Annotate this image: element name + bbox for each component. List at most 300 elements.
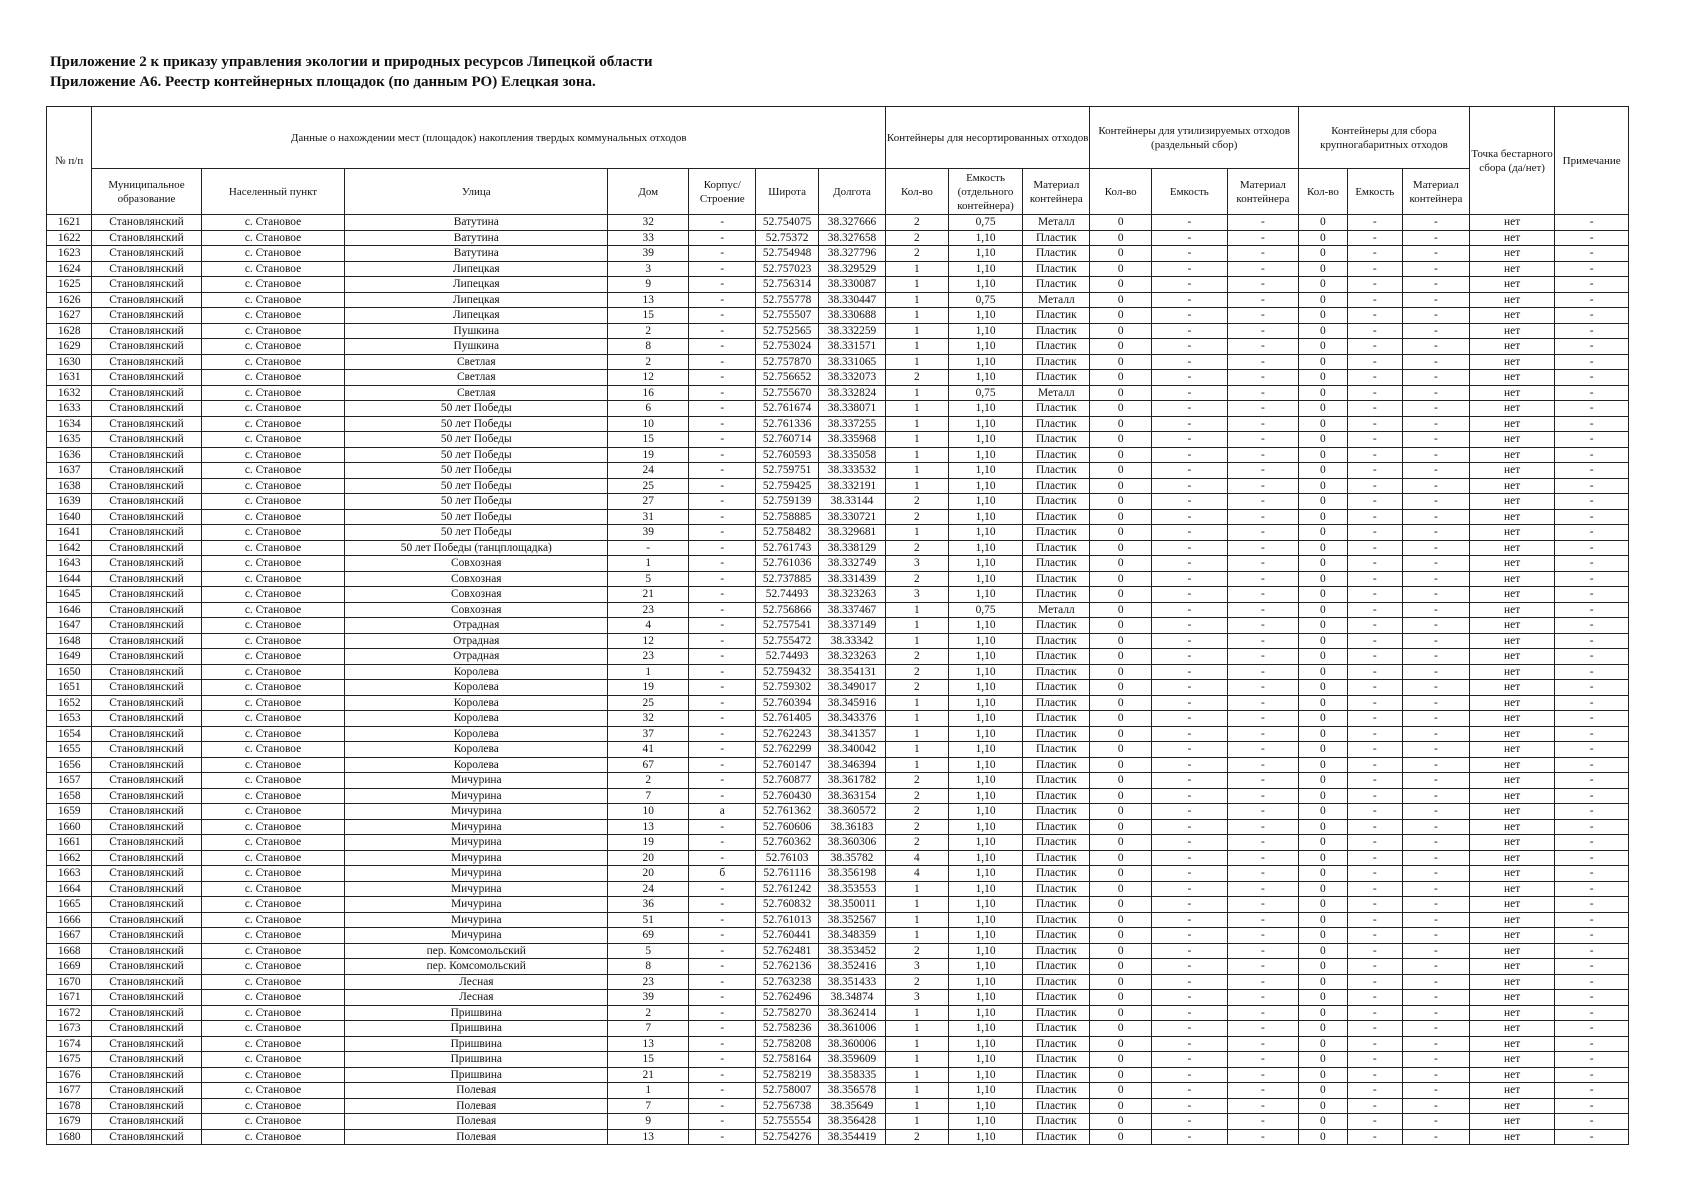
cell-unsorted-material: Пластик (1023, 1021, 1090, 1037)
cell-lat: 52.755554 (756, 1114, 819, 1130)
cell-lat: 52.758007 (756, 1083, 819, 1099)
cell-municipality: Становлянский (92, 447, 201, 463)
header-unsorted-group: Контейнеры для несортированных отходов (886, 107, 1090, 169)
cell-house: 23 (608, 602, 689, 618)
cell-recycle-capacity: - (1152, 742, 1228, 758)
cell-recycle-capacity: - (1152, 277, 1228, 293)
cell-street: Королева (345, 664, 608, 680)
cell-unsorted-capacity: 1,10 (948, 401, 1023, 417)
cell-note: - (1555, 215, 1629, 231)
cell-lon: 38.323263 (818, 649, 885, 665)
cell-lat: 52.755507 (756, 308, 819, 324)
cell-lon: 38.356578 (818, 1083, 885, 1099)
cell-lon: 38.352416 (818, 959, 885, 975)
cell-house: 7 (608, 1021, 689, 1037)
table-row (47, 959, 1629, 975)
cell-bulky-capacity: - (1347, 1021, 1402, 1037)
cell-recycle-capacity: - (1152, 959, 1228, 975)
cell-recycle-capacity: - (1152, 308, 1228, 324)
cell-unsorted-capacity: 1,10 (948, 1129, 1023, 1145)
table-row (47, 804, 1629, 820)
cell-num: 1680 (47, 1129, 92, 1145)
cell-bulky-capacity: - (1347, 866, 1402, 882)
cell-unsorted-material: Пластик (1023, 277, 1090, 293)
cell-recycle-material: - (1227, 959, 1298, 975)
cell-building: - (689, 416, 756, 432)
cell-bulky-qty: 0 (1299, 354, 1348, 370)
cell-recycle-capacity: - (1152, 726, 1228, 742)
cell-unsorted-material: Пластик (1023, 990, 1090, 1006)
cell-street: Мичурина (345, 912, 608, 928)
cell-recycle-capacity: - (1152, 1067, 1228, 1083)
cell-lat: 52.759139 (756, 494, 819, 510)
cell-unsorted-capacity: 1,10 (948, 308, 1023, 324)
cell-bulky-qty: 0 (1299, 1021, 1348, 1037)
cell-recycle-qty: 0 (1090, 695, 1152, 711)
table-row (47, 1052, 1629, 1068)
cell-num: 1654 (47, 726, 92, 742)
cell-lat: 52.757541 (756, 618, 819, 634)
cell-street: Мичурина (345, 850, 608, 866)
cell-note: - (1555, 711, 1629, 727)
cell-unsorted-material: Пластик (1023, 1067, 1090, 1083)
cell-bulky-material: - (1402, 261, 1469, 277)
cell-unsorted-capacity: 1,10 (948, 432, 1023, 448)
cell-unsorted-material: Пластик (1023, 370, 1090, 386)
cell-lat: 52.762299 (756, 742, 819, 758)
cell-municipality: Становлянский (92, 230, 201, 246)
cell-lon: 38.354131 (818, 664, 885, 680)
cell-num: 1659 (47, 804, 92, 820)
cell-bag-point: нет (1469, 990, 1554, 1006)
cell-lat: 52.761013 (756, 912, 819, 928)
cell-recycle-material: - (1227, 757, 1298, 773)
cell-house: 32 (608, 215, 689, 231)
cell-recycle-qty: 0 (1090, 866, 1152, 882)
cell-unsorted-qty: 1 (886, 633, 949, 649)
cell-bag-point: нет (1469, 230, 1554, 246)
cell-bulky-qty: 0 (1299, 819, 1348, 835)
table-row (47, 1005, 1629, 1021)
cell-recycle-qty: 0 (1090, 370, 1152, 386)
cell-bag-point: нет (1469, 726, 1554, 742)
cell-recycle-qty: 0 (1090, 912, 1152, 928)
cell-recycle-capacity: - (1152, 618, 1228, 634)
cell-unsorted-material: Пластик (1023, 664, 1090, 680)
cell-lat: 52.759425 (756, 478, 819, 494)
cell-note: - (1555, 540, 1629, 556)
cell-house: 19 (608, 835, 689, 851)
cell-lon: 38.35649 (818, 1098, 885, 1114)
cell-num: 1651 (47, 680, 92, 696)
cell-street: 50 лет Победы (345, 509, 608, 525)
cell-municipality: Становлянский (92, 432, 201, 448)
cell-municipality: Становлянский (92, 726, 201, 742)
cell-municipality: Становлянский (92, 897, 201, 913)
cell-bag-point: нет (1469, 819, 1554, 835)
cell-unsorted-capacity: 1,10 (948, 897, 1023, 913)
cell-bulky-capacity: - (1347, 1036, 1402, 1052)
cell-bulky-capacity: - (1347, 928, 1402, 944)
cell-unsorted-capacity: 0,75 (948, 215, 1023, 231)
cell-num: 1679 (47, 1114, 92, 1130)
cell-recycle-material: - (1227, 633, 1298, 649)
cell-bag-point: нет (1469, 959, 1554, 975)
cell-num: 1662 (47, 850, 92, 866)
cell-bulky-material: - (1402, 1067, 1469, 1083)
table-row (47, 339, 1629, 355)
cell-recycle-capacity: - (1152, 571, 1228, 587)
cell-recycle-material: - (1227, 463, 1298, 479)
cell-municipality: Становлянский (92, 540, 201, 556)
cell-unsorted-capacity: 1,10 (948, 339, 1023, 355)
cell-street: Светлая (345, 370, 608, 386)
cell-bulky-qty: 0 (1299, 540, 1348, 556)
cell-municipality: Становлянский (92, 1083, 201, 1099)
cell-unsorted-capacity: 1,10 (948, 1052, 1023, 1068)
cell-building: - (689, 323, 756, 339)
cell-recycle-qty: 0 (1090, 463, 1152, 479)
cell-num: 1660 (47, 819, 92, 835)
cell-recycle-qty: 0 (1090, 974, 1152, 990)
cell-unsorted-material: Пластик (1023, 494, 1090, 510)
cell-settlement: с. Становое (201, 726, 345, 742)
cell-recycle-material: - (1227, 587, 1298, 603)
cell-lat: 52.74493 (756, 649, 819, 665)
cell-unsorted-qty: 4 (886, 850, 949, 866)
cell-street: Лесная (345, 990, 608, 1006)
cell-bulky-qty: 0 (1299, 835, 1348, 851)
cell-recycle-qty: 0 (1090, 525, 1152, 541)
cell-municipality: Становлянский (92, 494, 201, 510)
cell-bulky-material: - (1402, 711, 1469, 727)
cell-building: - (689, 509, 756, 525)
cell-recycle-qty: 0 (1090, 1067, 1152, 1083)
cell-bulky-qty: 0 (1299, 447, 1348, 463)
cell-settlement: с. Становое (201, 1114, 345, 1130)
cell-unsorted-material: Пластик (1023, 649, 1090, 665)
cell-house: 20 (608, 850, 689, 866)
cell-unsorted-capacity: 1,10 (948, 773, 1023, 789)
cell-num: 1650 (47, 664, 92, 680)
cell-building: - (689, 370, 756, 386)
cell-bulky-material: - (1402, 401, 1469, 417)
cell-municipality: Становлянский (92, 835, 201, 851)
cell-lon: 38.359609 (818, 1052, 885, 1068)
cell-recycle-capacity: - (1152, 416, 1228, 432)
cell-unsorted-capacity: 1,10 (948, 230, 1023, 246)
cell-municipality: Становлянский (92, 1021, 201, 1037)
cell-bulky-qty: 0 (1299, 649, 1348, 665)
cell-building: - (689, 1005, 756, 1021)
cell-municipality: Становлянский (92, 959, 201, 975)
cell-bulky-material: - (1402, 912, 1469, 928)
table-row (47, 912, 1629, 928)
cell-num: 1661 (47, 835, 92, 851)
cell-bulky-material: - (1402, 494, 1469, 510)
table-row (47, 943, 1629, 959)
cell-note: - (1555, 1114, 1629, 1130)
header-note: Примечание (1555, 107, 1629, 215)
cell-street: Совхозная (345, 602, 608, 618)
cell-unsorted-capacity: 1,10 (948, 556, 1023, 572)
cell-street: Отрадная (345, 633, 608, 649)
cell-recycle-capacity: - (1152, 1129, 1228, 1145)
cell-lon: 38.35782 (818, 850, 885, 866)
cell-bulky-capacity: - (1347, 788, 1402, 804)
cell-settlement: с. Становое (201, 1021, 345, 1037)
cell-bulky-qty: 0 (1299, 1052, 1348, 1068)
cell-note: - (1555, 788, 1629, 804)
document-title (50, 52, 653, 92)
cell-bag-point: нет (1469, 850, 1554, 866)
cell-lon: 38.331439 (818, 571, 885, 587)
cell-note: - (1555, 323, 1629, 339)
cell-bulky-capacity: - (1347, 1114, 1402, 1130)
cell-note: - (1555, 912, 1629, 928)
cell-bulky-qty: 0 (1299, 773, 1348, 789)
cell-bulky-qty: 0 (1299, 401, 1348, 417)
cell-municipality: Становлянский (92, 850, 201, 866)
cell-num: 1626 (47, 292, 92, 308)
cell-building: - (689, 680, 756, 696)
cell-recycle-material: - (1227, 385, 1298, 401)
cell-note: - (1555, 494, 1629, 510)
cell-unsorted-qty: 1 (886, 757, 949, 773)
cell-num: 1630 (47, 354, 92, 370)
cell-municipality: Становлянский (92, 463, 201, 479)
cell-bag-point: нет (1469, 711, 1554, 727)
header-municipality: Муниципальное образование (92, 169, 201, 215)
cell-bulky-qty: 0 (1299, 788, 1348, 804)
cell-street: Лесная (345, 974, 608, 990)
cell-bag-point: нет (1469, 339, 1554, 355)
cell-bag-point: нет (1469, 447, 1554, 463)
cell-unsorted-material: Пластик (1023, 1129, 1090, 1145)
cell-house: 20 (608, 866, 689, 882)
cell-house: 6 (608, 401, 689, 417)
cell-recycle-material: - (1227, 277, 1298, 293)
table-row (47, 354, 1629, 370)
cell-recycle-qty: 0 (1090, 633, 1152, 649)
cell-settlement: с. Становое (201, 695, 345, 711)
cell-house: 1 (608, 556, 689, 572)
cell-house: - (608, 540, 689, 556)
cell-house: 27 (608, 494, 689, 510)
cell-bulky-material: - (1402, 1005, 1469, 1021)
cell-bag-point: нет (1469, 385, 1554, 401)
cell-unsorted-qty: 2 (886, 819, 949, 835)
cell-settlement: с. Становое (201, 1005, 345, 1021)
cell-bulky-qty: 0 (1299, 1005, 1348, 1021)
cell-bulky-qty: 0 (1299, 1098, 1348, 1114)
cell-municipality: Становлянский (92, 525, 201, 541)
cell-lon: 38.332073 (818, 370, 885, 386)
cell-settlement: с. Становое (201, 943, 345, 959)
cell-street: Полевая (345, 1083, 608, 1099)
cell-municipality: Становлянский (92, 354, 201, 370)
cell-house: 41 (608, 742, 689, 758)
cell-unsorted-qty: 1 (886, 897, 949, 913)
cell-unsorted-capacity: 1,10 (948, 494, 1023, 510)
cell-recycle-capacity: - (1152, 912, 1228, 928)
cell-settlement: с. Становое (201, 354, 345, 370)
cell-lon: 38.360572 (818, 804, 885, 820)
cell-note: - (1555, 230, 1629, 246)
cell-municipality: Становлянский (92, 1067, 201, 1083)
cell-bulky-material: - (1402, 478, 1469, 494)
cell-house: 8 (608, 339, 689, 355)
cell-municipality: Становлянский (92, 943, 201, 959)
cell-unsorted-capacity: 1,10 (948, 850, 1023, 866)
cell-num: 1657 (47, 773, 92, 789)
cell-unsorted-qty: 2 (886, 1129, 949, 1145)
cell-recycle-qty: 0 (1090, 230, 1152, 246)
cell-lat: 52.760877 (756, 773, 819, 789)
cell-recycle-material: - (1227, 866, 1298, 882)
cell-recycle-qty: 0 (1090, 556, 1152, 572)
cell-house: 7 (608, 788, 689, 804)
cell-bulky-capacity: - (1347, 370, 1402, 386)
cell-municipality: Становлянский (92, 261, 201, 277)
cell-unsorted-qty: 2 (886, 494, 949, 510)
cell-lat: 52.760362 (756, 835, 819, 851)
cell-bulky-qty: 0 (1299, 292, 1348, 308)
cell-unsorted-capacity: 1,10 (948, 540, 1023, 556)
table-row (47, 401, 1629, 417)
cell-recycle-material: - (1227, 943, 1298, 959)
cell-street: Пришвина (345, 1052, 608, 1068)
cell-house: 2 (608, 1005, 689, 1021)
cell-municipality: Становлянский (92, 742, 201, 758)
cell-recycle-material: - (1227, 897, 1298, 913)
cell-unsorted-material: Пластик (1023, 401, 1090, 417)
cell-lon: 38.337149 (818, 618, 885, 634)
cell-lat: 52.752565 (756, 323, 819, 339)
cell-unsorted-capacity: 1,10 (948, 711, 1023, 727)
cell-bulky-capacity: - (1347, 726, 1402, 742)
cell-recycle-capacity: - (1152, 711, 1228, 727)
cell-recycle-capacity: - (1152, 509, 1228, 525)
cell-lat: 52.756652 (756, 370, 819, 386)
cell-recycle-capacity: - (1152, 1005, 1228, 1021)
cell-bag-point: нет (1469, 401, 1554, 417)
cell-lon: 38.351433 (818, 974, 885, 990)
cell-lat: 52.74493 (756, 587, 819, 603)
cell-recycle-qty: 0 (1090, 602, 1152, 618)
cell-building: - (689, 943, 756, 959)
cell-bulky-capacity: - (1347, 757, 1402, 773)
cell-note: - (1555, 401, 1629, 417)
cell-street: Липецкая (345, 292, 608, 308)
cell-unsorted-capacity: 1,10 (948, 881, 1023, 897)
cell-bag-point: нет (1469, 246, 1554, 262)
cell-building: - (689, 850, 756, 866)
cell-bag-point: нет (1469, 664, 1554, 680)
cell-municipality: Становлянский (92, 974, 201, 990)
cell-settlement: с. Становое (201, 416, 345, 432)
cell-bag-point: нет (1469, 804, 1554, 820)
cell-bulky-capacity: - (1347, 215, 1402, 231)
cell-building: - (689, 819, 756, 835)
cell-unsorted-material: Пластик (1023, 943, 1090, 959)
cell-settlement: с. Становое (201, 478, 345, 494)
cell-unsorted-qty: 1 (886, 1036, 949, 1052)
cell-lat: 52.762496 (756, 990, 819, 1006)
cell-unsorted-qty: 1 (886, 928, 949, 944)
table-row (47, 571, 1629, 587)
cell-recycle-qty: 0 (1090, 292, 1152, 308)
table-row (47, 649, 1629, 665)
cell-bag-point: нет (1469, 540, 1554, 556)
cell-bulky-material: - (1402, 230, 1469, 246)
cell-num: 1653 (47, 711, 92, 727)
cell-lat: 52.763238 (756, 974, 819, 990)
cell-bulky-material: - (1402, 649, 1469, 665)
cell-note: - (1555, 990, 1629, 1006)
cell-recycle-material: - (1227, 974, 1298, 990)
cell-recycle-capacity: - (1152, 664, 1228, 680)
cell-bulky-qty: 0 (1299, 897, 1348, 913)
cell-street: 50 лет Победы (345, 525, 608, 541)
cell-settlement: с. Становое (201, 261, 345, 277)
cell-lon: 38.332259 (818, 323, 885, 339)
cell-lat: 52.761242 (756, 881, 819, 897)
cell-unsorted-qty: 1 (886, 308, 949, 324)
cell-lon: 38.354419 (818, 1129, 885, 1145)
cell-recycle-capacity: - (1152, 261, 1228, 277)
cell-recycle-capacity: - (1152, 246, 1228, 262)
cell-settlement: с. Становое (201, 881, 345, 897)
cell-settlement: с. Становое (201, 556, 345, 572)
cell-building: - (689, 385, 756, 401)
table-row (47, 323, 1629, 339)
cell-bulky-material: - (1402, 587, 1469, 603)
cell-recycle-capacity: - (1152, 1021, 1228, 1037)
cell-unsorted-qty: 1 (886, 1114, 949, 1130)
cell-unsorted-material: Пластик (1023, 323, 1090, 339)
cell-recycle-qty: 0 (1090, 819, 1152, 835)
cell-bulky-capacity: - (1347, 649, 1402, 665)
cell-recycle-capacity: - (1152, 928, 1228, 944)
cell-building: - (689, 788, 756, 804)
cell-bulky-material: - (1402, 509, 1469, 525)
cell-unsorted-capacity: 1,10 (948, 447, 1023, 463)
cell-unsorted-capacity: 0,75 (948, 602, 1023, 618)
cell-bag-point: нет (1469, 277, 1554, 293)
cell-recycle-capacity: - (1152, 370, 1228, 386)
cell-bag-point: нет (1469, 478, 1554, 494)
cell-house: 1 (608, 1083, 689, 1099)
cell-bulky-material: - (1402, 1114, 1469, 1130)
cell-lat: 52.756738 (756, 1098, 819, 1114)
cell-lat: 52.757023 (756, 261, 819, 277)
cell-bulky-capacity: - (1347, 974, 1402, 990)
cell-unsorted-qty: 2 (886, 788, 949, 804)
cell-unsorted-qty: 1 (886, 447, 949, 463)
cell-bag-point: нет (1469, 618, 1554, 634)
cell-unsorted-qty: 1 (886, 912, 949, 928)
cell-lon: 38.340042 (818, 742, 885, 758)
cell-settlement: с. Становое (201, 1129, 345, 1145)
cell-recycle-capacity: - (1152, 215, 1228, 231)
cell-bulky-qty: 0 (1299, 1129, 1348, 1145)
cell-bulky-material: - (1402, 881, 1469, 897)
table-row (47, 835, 1629, 851)
cell-street: пер. Комсомольский (345, 959, 608, 975)
cell-recycle-material: - (1227, 416, 1298, 432)
cell-lat: 52.758885 (756, 509, 819, 525)
